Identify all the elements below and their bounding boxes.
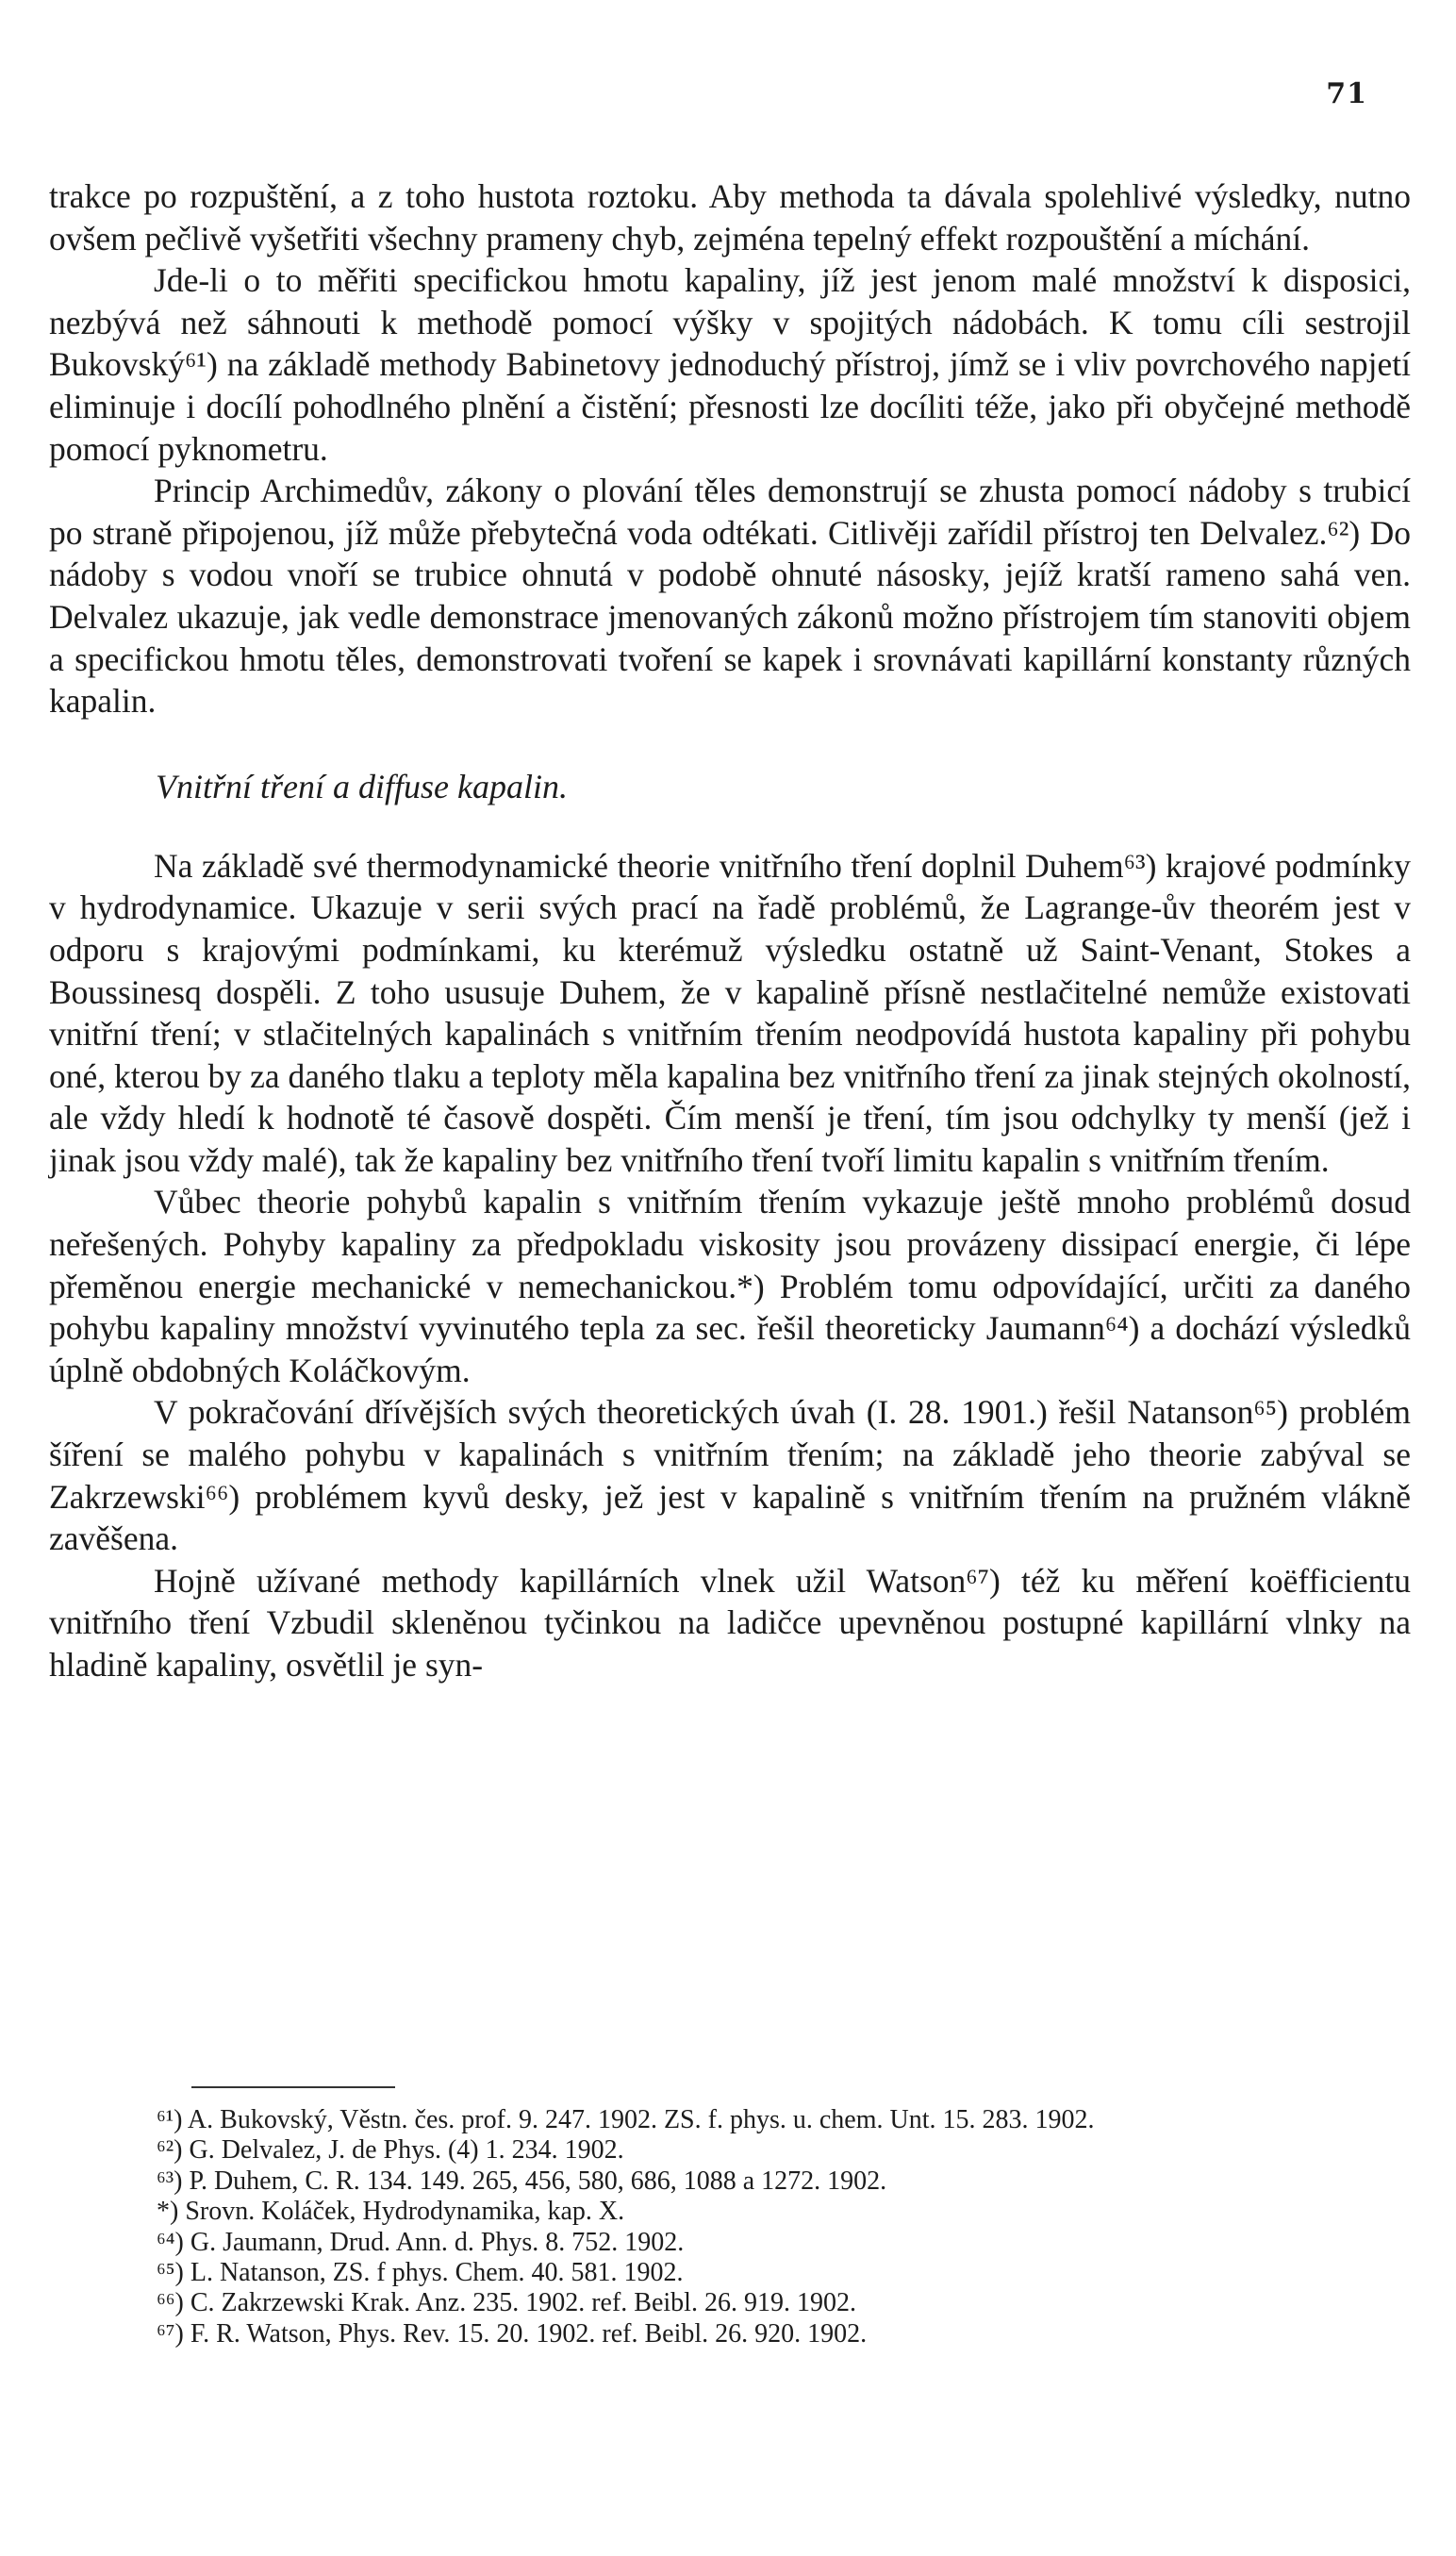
footnote-divider: [191, 2086, 395, 2088]
footnote: ⁶⁵) L. Natanson, ZS. f phys. Chem. 40. 581. 1902.: [157, 2258, 684, 2288]
paragraph: Jde-li o to měřiti specifickou hmotu kapaliny, jíž jest jenom malé množství k disposici, nezbývá než sáhnouti k methodě pomocí výšky v spojitých nádobách. K tomu cíli sestrojil Bukovský⁶¹) na základě methody Babinetovy jednoduchý přístroj, jímž se i vliv povrchového napjetí eliminuje i docílí pohodlného plnění a čistění; přesnosti lze docíliti téže, jako při obyčejné methodě pomocí pyknometru.: [49, 261, 1411, 468]
footnote: ⁶²) G. Delvalez, J. de Phys. (4) 1. 234. 1902.: [157, 2135, 624, 2166]
paragraph: V pokračování dřívějších svých theoretických úvah (I. 28. 1901.) řešil Natanson⁶⁵) problém šíření se malého pohybu v kapalinách s vnitřním třením; na základě jeho theorie zabýval se Zakrzewski⁶⁶) problémem kyvů desky, jež jest v kapalině s vnitřním třením na pružném vlákně zavěšena.: [49, 1393, 1411, 1558]
footnote: *) Srovn. Koláček, Hydrodynamika, kap. X.: [157, 2197, 625, 2227]
page-number: 71: [1326, 77, 1367, 110]
main-text: [49, 175, 1411, 1686]
footnote: ⁶⁴) G. Jaumann, Drud. Ann. d. Phys. 8. 752. 1902.: [157, 2227, 685, 2257]
footnotes: [49, 2105, 1411, 2349]
paragraph: trakce po rozpuštění, a z toho hustota roztoku. Aby methoda ta dávala spolehlivé výsledky, nutno ovšem pečlivě vyšetřiti všechny prameny chyb, zejména tepelný effekt rozpouštění a míchání.: [49, 177, 1411, 257]
paragraph: Hojně užívané methody kapillárních vlnek užil Watson⁶⁷) též ku měření koëfficientu vnitřního tření Vzbudil skleněnou tyčinkou na ladičce upevněnou postupné kapillární vlnky na hladině kapaliny, osvětlil je syn-: [49, 1561, 1411, 1684]
footnote: ⁶³) P. Duhem, C. R. 134. 149. 265, 456, 580, 686, 1088 a 1272. 1902.: [157, 2166, 887, 2196]
footnote: ⁶⁷) F. R. Watson, Phys. Rev. 15. 20. 1902. ref. Beibl. 26. 920. 1902.: [157, 2318, 868, 2349]
footnote: ⁶¹) A. Bukovský, Věstn. čes. prof. 9. 247. 1902. ZS. f. phys. u. chem. Unt. 15. 283. 1902.: [157, 2105, 1095, 2134]
footnote: ⁶⁶) C. Zakrzewski Krak. Anz. 235. 1902. ref. Beibl. 26. 919. 1902.: [157, 2288, 856, 2318]
section-heading: Vnitřní tření a diffuse kapalin.: [156, 767, 568, 805]
paragraph: Vůbec theorie pohybů kapalin s vnitřním třením vykazuje ještě mnoho problémů dosud neřešených. Pohyby kapaliny za předpokladu viskosity jsou provázeny dissipací energie, či lépe přeměnou energie mechanické v nemechanickou.*) Problém tomu odpovídající, určiti za daného pohybu kapaliny množství vyvinutého tepla za sec. řešil theoreticky Jaumann⁶⁴) a dochází výsledků úplně obdobných Koláčkovým.: [49, 1183, 1411, 1389]
paragraph: Princip Archimedův, zákony o plování těles demonstrují se zhusta pomocí nádoby s trubicí po straně připojenou, jíž může přebytečná voda odtékati. Citlivěji zařídil přístroj ten Delvalez.⁶²) Do nádoby s vodou vnoří se trubice ohnutá v podobě ohnuté násosky, jejíž kratší rameno sahá ven. Delvalez ukazuje, jak vedle demonstrace jmenovaných zákonů možno přístrojem tím stanoviti objem a specifickou hmotu těles, demonstrovati tvoření se kapek i srovnávati kapillární konstanty různých kapalin.: [49, 472, 1411, 721]
paragraph: Na základě své thermodynamické theorie vnitřního tření doplnil Duhem⁶³) krajové podmínky v hydrodynamice. Ukazuje v serii svých prací na řadě problémů, že Lagrange-ův theorém jest v odporu s krajovými podmínkami, ku kterémuž výsledku ostatně už Saint-Venant, Stokes a Boussinesq dospěli. Z toho ususuje Duhem, že v kapalině přísně nestlačitelné nemůže existovati vnitřní tření; v stlačitelných kapalinách s vnitřním třením neodpovídá hustota kapaliny při pohybu oné, kterou by za daného tlaku a teploty měla kapalina bez vnitřního tření za jinak stejných okolností, ale vždy hledí k hodnotě té časově dospěti. Čím menší je tření, tím jsou odchylky ty menší (jež i jinak jsou vždy malé), tak že kapaliny bez vnitřního tření tvoří limitu kapalin s vnitřním třením.: [49, 846, 1411, 1179]
